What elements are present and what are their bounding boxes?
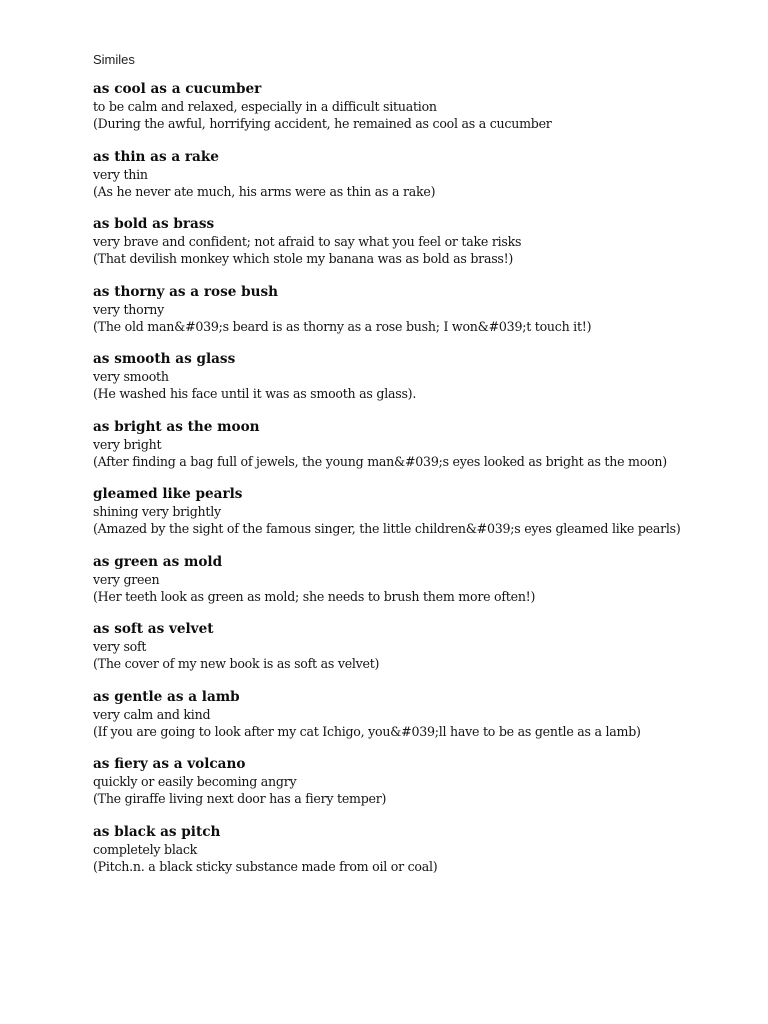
simile-entry: [93, 486, 693, 537]
simile-term: as thin as a rake: [93, 148, 219, 165]
simile-term: as soft as velvet: [93, 621, 214, 637]
simile-example: (The cover of my new book is as soft as velvet): [93, 656, 380, 671]
simile-meaning: very brave and confident; not afraid to say what you feel or take risks: [93, 234, 522, 249]
simile-entry: [93, 81, 693, 132]
simile-term: as smooth as glass: [93, 351, 236, 367]
simile-entry: [93, 824, 693, 875]
document-page: [93, 51, 693, 891]
simile-meaning: very smooth: [93, 369, 169, 384]
simile-term: as gentle as a lamb: [93, 688, 240, 705]
simile-entry: [93, 756, 693, 807]
simile-example: (He washed his face until it was as smooth as glass).: [93, 386, 417, 401]
simile-term: as bold as brass: [93, 216, 215, 232]
simile-entry: [93, 689, 693, 740]
simile-entry: [93, 284, 693, 335]
simile-term: gleamed like pearls: [93, 486, 243, 502]
simile-meaning: very green: [93, 571, 160, 587]
simile-entry: [93, 554, 693, 605]
document-title: Similes: [93, 52, 135, 67]
simile-meaning: very thorny: [93, 301, 164, 317]
simile-entry: [93, 149, 693, 200]
simile-entry: [93, 351, 693, 402]
simile-example: (As he never ate much, his arms were as thin as a rake): [93, 183, 436, 199]
simile-meaning: to be calm and relaxed, especially in a difficult situation: [93, 99, 437, 114]
simile-meaning: shining very brightly: [93, 504, 221, 519]
simile-example: (If you are going to look after my cat Ichigo, you&#039;ll have to be as gentle as a lamb): [93, 723, 641, 739]
simile-example: (Pitch.n. a black sticky substance made from oil or coal): [93, 858, 438, 874]
simile-example: (During the awful, horrifying accident, he remained as cool as a cucumber: [93, 116, 552, 131]
simile-entry: [93, 216, 693, 267]
simile-meaning: completely black: [93, 841, 198, 857]
simile-entry: [93, 621, 693, 672]
simile-meaning: very soft: [93, 639, 147, 654]
simile-example: (After finding a bag full of jewels, the young man&#039;s eyes looked as bright as the moon): [93, 453, 667, 469]
simile-term: as bright as the moon: [93, 418, 260, 435]
simile-meaning: very bright: [93, 436, 162, 452]
simile-example: (That devilish monkey which stole my banana was as bold as brass!): [93, 251, 514, 266]
simile-example: (The old man&#039;s beard is as thorny as a rose bush; I won&#039;t touch it!): [93, 318, 592, 334]
simile-meaning: very thin: [93, 166, 148, 182]
simile-entry: [93, 419, 693, 470]
simile-term: as green as mold: [93, 553, 223, 570]
simile-term: as cool as a cucumber: [93, 81, 262, 97]
simile-term: as black as pitch: [93, 823, 221, 840]
simile-example: (Her teeth look as green as mold; she needs to brush them more often!): [93, 588, 536, 604]
simile-example: (Amazed by the sight of the famous singer, the little children&#039;s eyes gleamed like pearls): [93, 521, 681, 536]
simile-example: (The giraffe living next door has a fiery temper): [93, 791, 387, 806]
simile-term: as fiery as a volcano: [93, 756, 246, 772]
simile-meaning: quickly or easily becoming angry: [93, 774, 297, 789]
simile-term: as thorny as a rose bush: [93, 283, 279, 300]
simile-meaning: very calm and kind: [93, 706, 211, 722]
